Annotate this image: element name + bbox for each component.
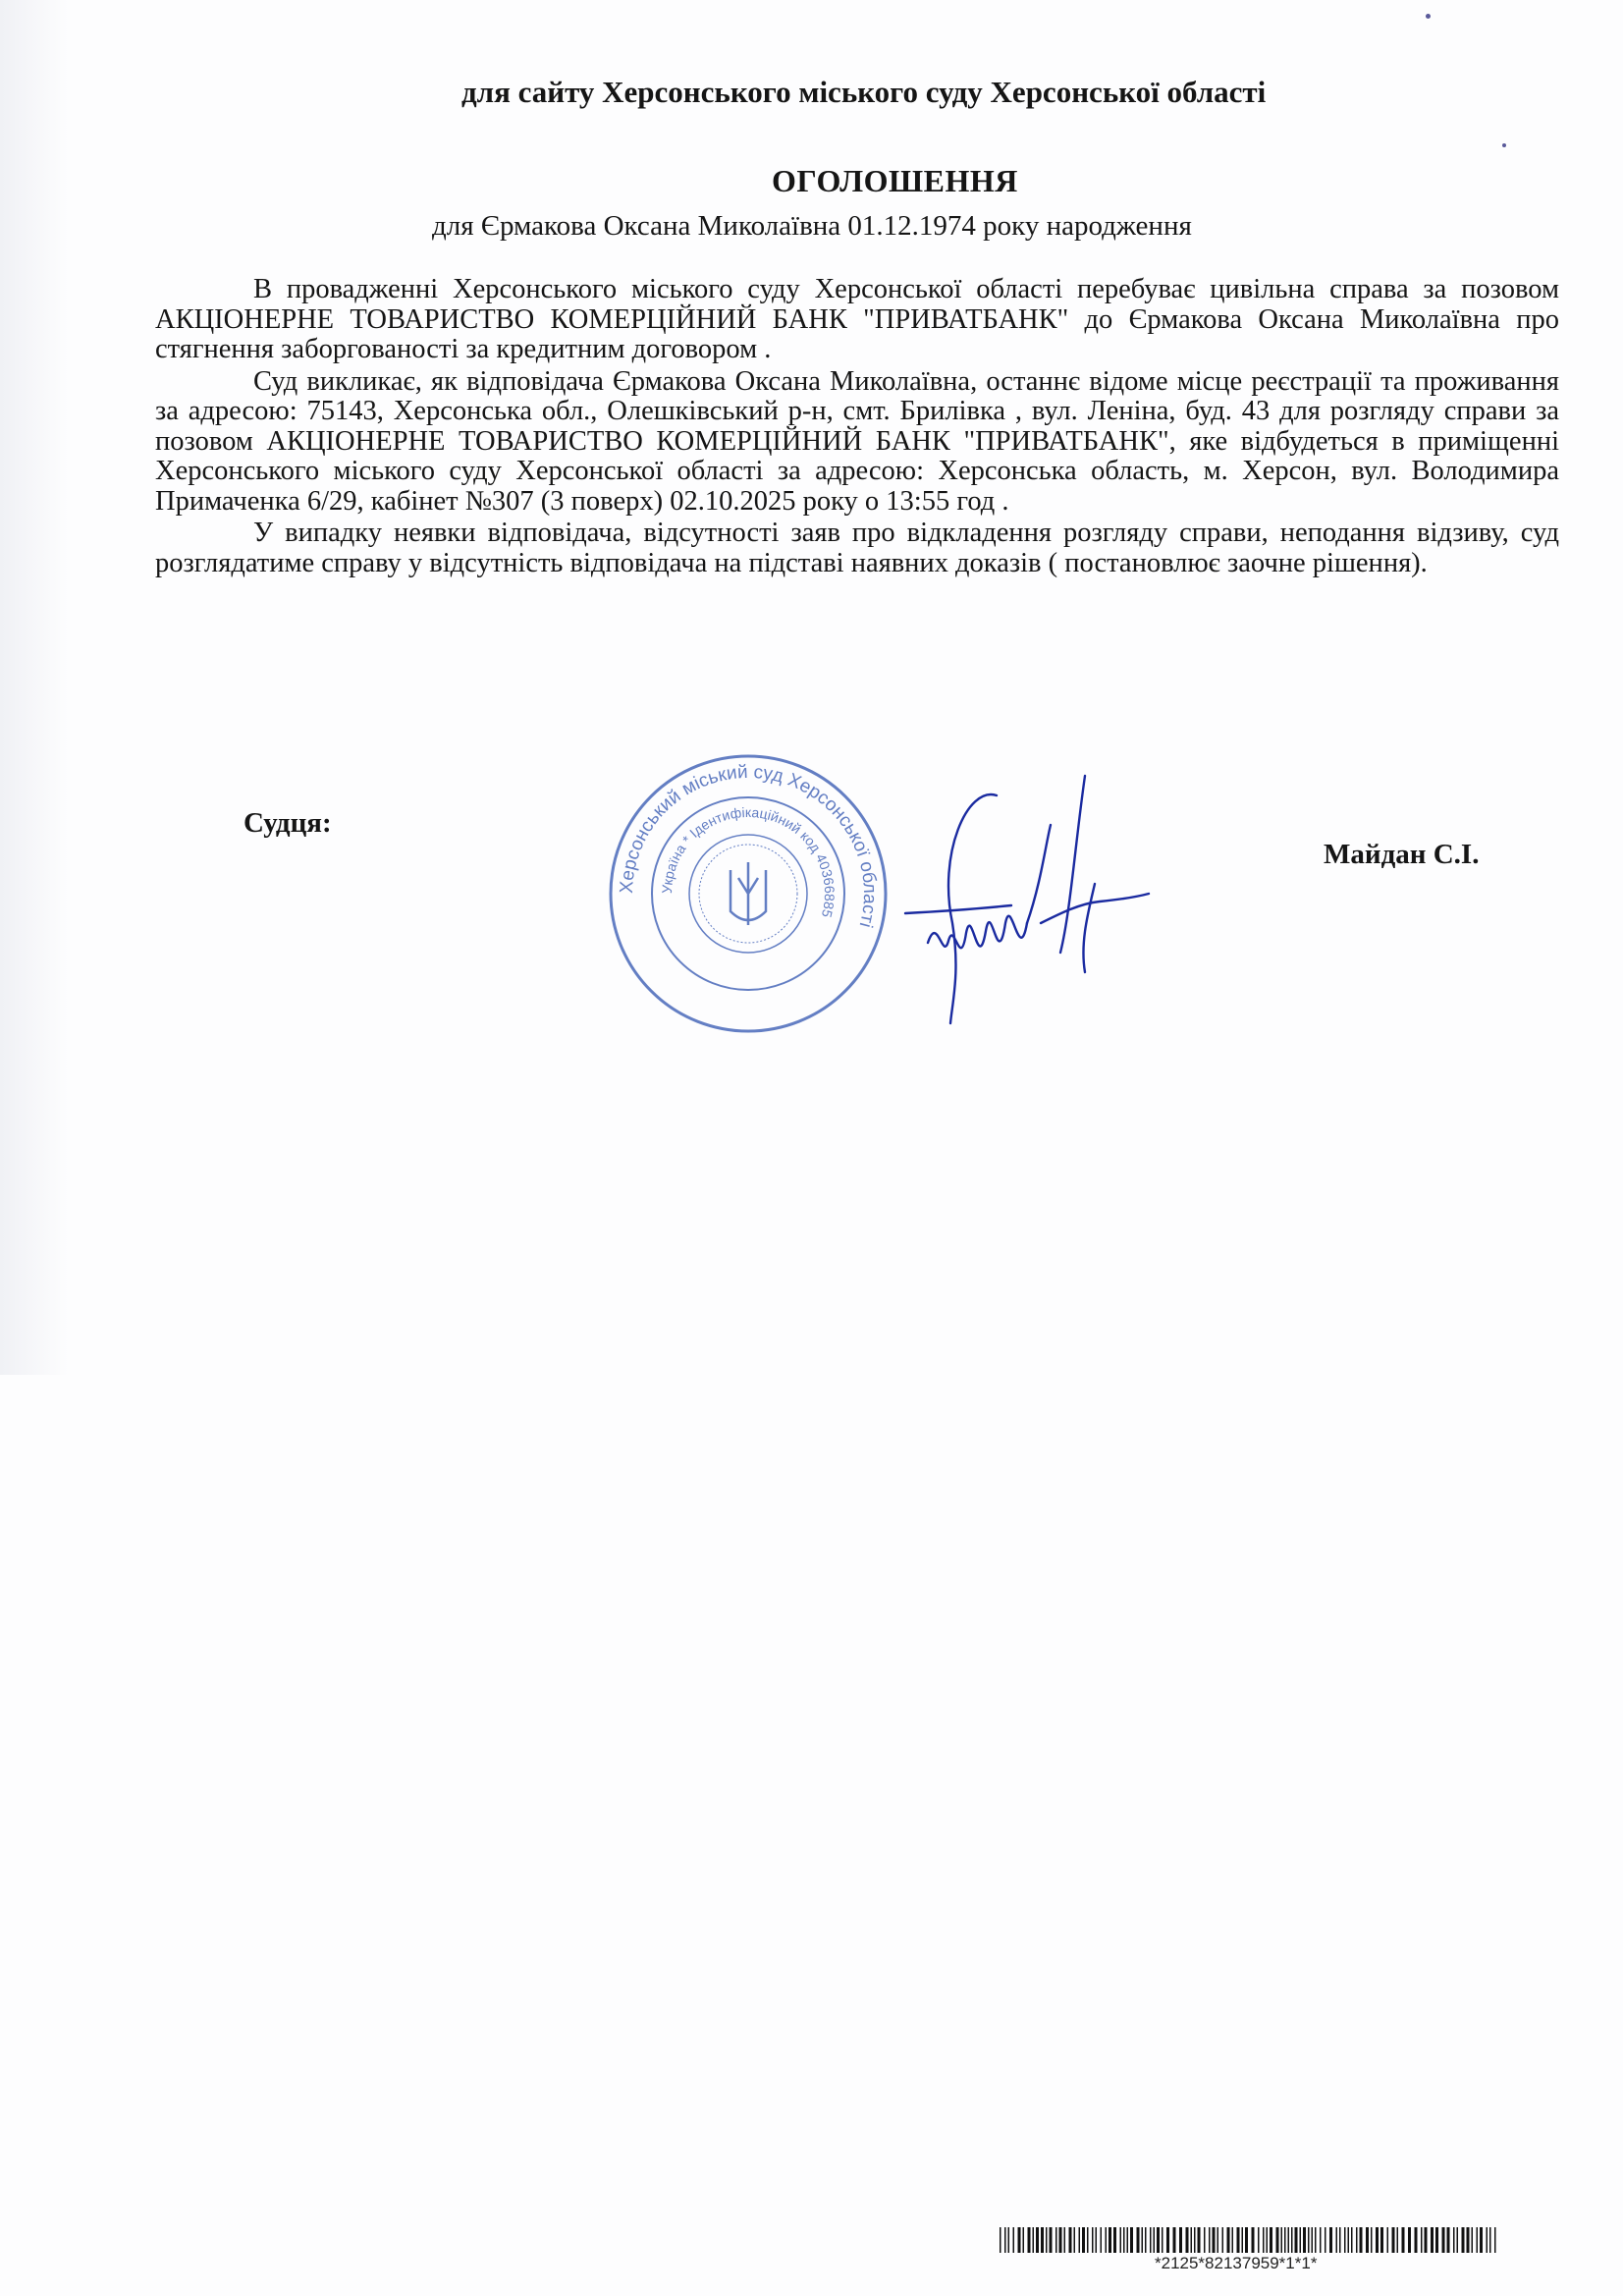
barcode-bar bbox=[1142, 2227, 1144, 2253]
barcode-bar bbox=[1157, 2227, 1160, 2253]
barcode-bar bbox=[1217, 2227, 1219, 2253]
barcode-bar bbox=[1059, 2227, 1062, 2253]
barcode-bar bbox=[1371, 2227, 1373, 2253]
barcode-bar bbox=[1222, 2227, 1224, 2253]
barcode-bar bbox=[1457, 2227, 1459, 2253]
barcode-bar bbox=[1312, 2227, 1314, 2253]
document-header: для сайту Херсонського міського суду Херсонської області bbox=[461, 75, 1267, 109]
barcode-bar bbox=[1213, 2227, 1216, 2253]
barcode-bar bbox=[1145, 2227, 1147, 2253]
paragraph-case: В провадженні Херсонського міського суду Херсонської області перебуває цивільна справа за позовом АКЦІОНЕРНЕ ТОВАРИСТВО КОМЕРЦІЙНИЙ БАНК "ПРИВАТБАНК" до Єрмакова Оксана Миколаївна про стягнення заборгованості за кредитним договором . bbox=[155, 274, 1559, 364]
barcode-bar bbox=[1082, 2227, 1085, 2253]
court-seal-stamp bbox=[601, 746, 895, 1041]
barcode-bar bbox=[1046, 2227, 1048, 2253]
barcode-bar bbox=[1453, 2227, 1455, 2253]
barcode-bar bbox=[1008, 2227, 1010, 2253]
barcode-bar bbox=[1004, 2227, 1006, 2253]
barcode-bar bbox=[1227, 2227, 1230, 2253]
document-body bbox=[155, 275, 1559, 580]
barcode-bar bbox=[1000, 2227, 1001, 2253]
judge-name: Майдан С.І. bbox=[1324, 839, 1480, 870]
barcode-bar bbox=[1120, 2227, 1122, 2253]
barcode-bar bbox=[1344, 2227, 1346, 2253]
barcode-bar bbox=[1232, 2227, 1234, 2253]
barcode-bar bbox=[1356, 2227, 1358, 2253]
barcode-bar bbox=[1137, 2227, 1140, 2253]
barcode-bar bbox=[1013, 2227, 1015, 2253]
barcode-bar bbox=[1033, 2227, 1035, 2253]
barcode-bar bbox=[1462, 2227, 1465, 2253]
barcode-bar bbox=[1055, 2227, 1057, 2253]
barcode-bar bbox=[1477, 2227, 1479, 2253]
barcode-bar bbox=[1315, 2227, 1317, 2253]
document-barcode bbox=[1000, 2227, 1498, 2253]
barcode-bar bbox=[1392, 2227, 1395, 2253]
barcode-bar bbox=[1050, 2227, 1053, 2253]
barcode-bar bbox=[1397, 2227, 1399, 2253]
barcode-bar bbox=[1123, 2227, 1125, 2253]
barcode-bar bbox=[1489, 2227, 1491, 2253]
barcode-bar bbox=[1380, 2227, 1383, 2253]
barcode-bar bbox=[1288, 2227, 1290, 2253]
barcode-bar bbox=[1325, 2227, 1326, 2253]
barcode-bar bbox=[1284, 2227, 1286, 2253]
barcode-bar bbox=[1387, 2227, 1389, 2253]
barcode-bar bbox=[1166, 2227, 1169, 2253]
stamp-outer-text: Херсонський міський суд Херсонської області bbox=[616, 761, 881, 930]
barcode-bar bbox=[1263, 2227, 1265, 2253]
barcode-bar bbox=[1028, 2227, 1031, 2253]
barcode-bar bbox=[1074, 2227, 1076, 2253]
scan-speck bbox=[1426, 14, 1431, 19]
barcode-bar bbox=[1101, 2227, 1103, 2253]
barcode-bar bbox=[1425, 2227, 1428, 2253]
barcode-bar bbox=[1130, 2227, 1133, 2253]
barcode-bar bbox=[1064, 2227, 1066, 2253]
barcode-bar bbox=[1087, 2227, 1089, 2253]
barcode-bar bbox=[1041, 2227, 1044, 2253]
barcode-bar bbox=[1487, 2227, 1488, 2253]
barcode-bar bbox=[1329, 2227, 1332, 2253]
barcode-bar bbox=[1281, 2227, 1283, 2253]
barcode-bar bbox=[1242, 2227, 1244, 2253]
barcode-bar bbox=[1421, 2227, 1423, 2253]
barcode-bar bbox=[1320, 2227, 1322, 2253]
barcode-bar bbox=[1366, 2227, 1369, 2253]
barcode-bar bbox=[1162, 2227, 1163, 2253]
barcode-bar bbox=[1351, 2227, 1353, 2253]
barcode-bar bbox=[1494, 2227, 1496, 2253]
barcode-bar bbox=[1276, 2227, 1279, 2253]
barcode-bar bbox=[1447, 2227, 1450, 2253]
barcode-bar bbox=[1339, 2227, 1341, 2253]
barcode-bar bbox=[1198, 2227, 1201, 2253]
barcode-bar bbox=[1209, 2227, 1211, 2253]
barcode-bar bbox=[1113, 2227, 1116, 2253]
paragraph-default: У випадку неявки відповідача, відсутності заяв про відкладення розгляду справи, неподання відзиву, суд розглядатиме справу у відсутність відповідача на підставі наявних доказів ( постановлює заочне рішення). bbox=[155, 518, 1559, 578]
barcode-bar bbox=[1109, 2227, 1111, 2253]
judge-signature bbox=[884, 766, 1178, 1051]
barcode-bar bbox=[1173, 2227, 1176, 2253]
barcode-bar bbox=[1106, 2227, 1108, 2253]
barcode-bar bbox=[1267, 2227, 1269, 2253]
barcode-bar bbox=[1303, 2227, 1306, 2253]
barcode-bar bbox=[1150, 2227, 1152, 2253]
barcode-bar bbox=[1472, 2227, 1474, 2253]
barcode-bar bbox=[1376, 2227, 1379, 2253]
barcode-bar bbox=[1096, 2227, 1098, 2253]
barcode-label: *2125*82137959*1*1* bbox=[1155, 2254, 1318, 2272]
scan-shadow bbox=[0, 0, 69, 1375]
barcode-bar bbox=[1480, 2227, 1483, 2253]
barcode-bar bbox=[1127, 2227, 1129, 2253]
barcode-bar bbox=[1408, 2227, 1411, 2253]
barcode-bar bbox=[1360, 2227, 1363, 2253]
barcode-bar bbox=[1252, 2227, 1255, 2253]
barcode-bar bbox=[1018, 2227, 1021, 2253]
barcode-bar bbox=[1069, 2227, 1072, 2253]
barcode-bar bbox=[1467, 2227, 1470, 2253]
barcode-bar bbox=[1291, 2227, 1293, 2253]
barcode-bar bbox=[1079, 2227, 1081, 2253]
barcode-bar bbox=[1442, 2227, 1445, 2253]
document-subtitle: для Єрмакова Оксана Миколаївна 01.12.1974 року народження bbox=[432, 210, 1192, 242]
barcode-bar bbox=[1308, 2227, 1310, 2253]
barcode-bar bbox=[1023, 2227, 1025, 2253]
judge-label: Судця: bbox=[243, 807, 332, 839]
document-title: ОГОЛОШЕННЯ bbox=[772, 163, 1018, 198]
barcode-bar bbox=[1204, 2227, 1206, 2253]
barcode-bar bbox=[1245, 2227, 1248, 2253]
barcode-bar bbox=[1348, 2227, 1350, 2253]
scan-speck bbox=[1502, 143, 1506, 147]
barcode-bar bbox=[1179, 2227, 1182, 2253]
barcode-bar bbox=[1191, 2227, 1193, 2253]
barcode-bar bbox=[1258, 2227, 1260, 2253]
barcode-bar bbox=[1186, 2227, 1189, 2253]
barcode-bar bbox=[1431, 2227, 1434, 2253]
barcode-bar bbox=[1336, 2227, 1338, 2253]
barcode-bar bbox=[1270, 2227, 1272, 2253]
barcode-bar bbox=[1092, 2227, 1094, 2253]
stamp-inner-text: Україна * Ідентифікаційний код 40366885 bbox=[658, 803, 839, 920]
barcode-bar bbox=[1237, 2227, 1240, 2253]
barcode-bar bbox=[1295, 2227, 1298, 2253]
paragraph-summons: Суд викликає, як відповідача Єрмакова Оксана Миколаївна, останнє відоме місце реєстрації та проживання за адресою: 75143, Херсонська обл., Олешківський р-н, смт. Брилівка , вул. Леніна, буд. 43 для розгляду справи за позовом АКЦІОНЕРНЕ ТОВАРИСТВО КОМЕРЦІЙНИЙ БАНК "ПРИВАТБАНК", яке відбудеться в приміщенні Херсонського міського суду Херсонської області за адресою: Херсонська область, м. Херсон, вул. Володимира Примаченка 6/29, кабінет №307 (3 поверх) 02.10.2025 року о 13:55 год . bbox=[155, 365, 1559, 517]
barcode-bar bbox=[1154, 2227, 1156, 2253]
barcode-bar bbox=[1415, 2227, 1418, 2253]
barcode-bar bbox=[1402, 2227, 1405, 2253]
barcode-bar bbox=[1036, 2227, 1039, 2253]
barcode-bar bbox=[1300, 2227, 1302, 2253]
barcode-bar bbox=[1435, 2227, 1438, 2253]
barcode-bar bbox=[1194, 2227, 1196, 2253]
